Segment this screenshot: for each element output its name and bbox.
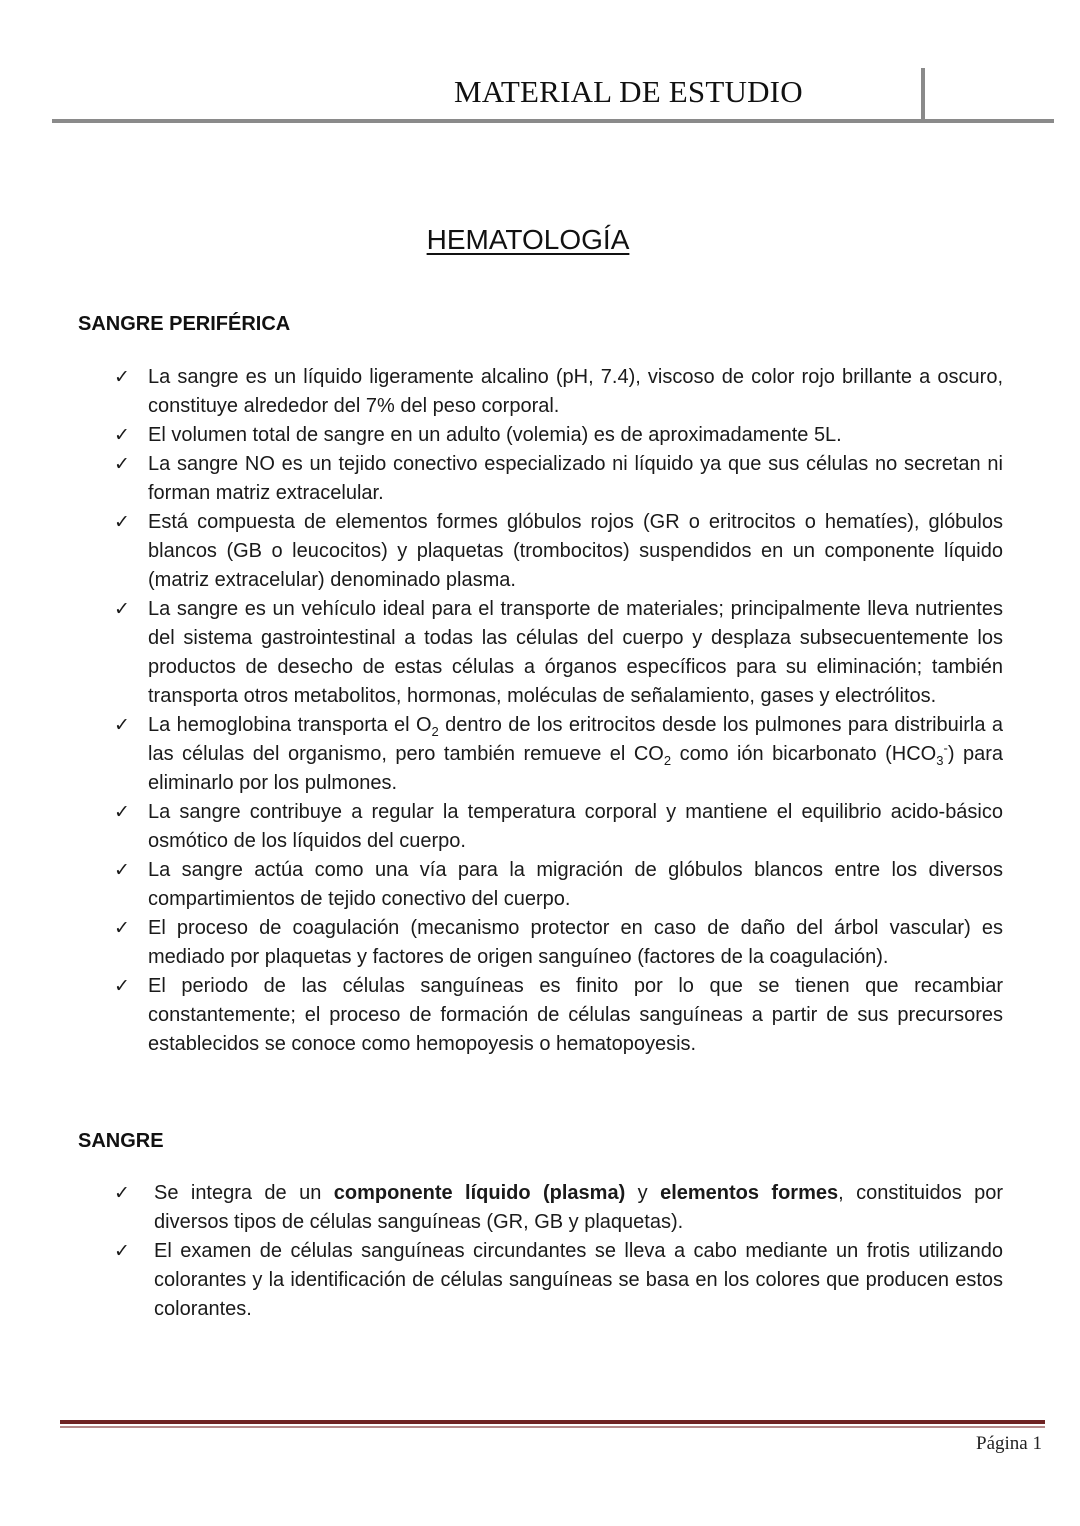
check-icon: ✓ [114,714,130,736]
footer-rule [60,1420,1045,1424]
check-icon: ✓ [114,801,130,823]
header-divider-vertical [921,68,925,122]
list-item: ✓ La sangre contribuye a regular la temperatura corporal y mantiene el equilibrio acido-básico osmótico de los líquidos del cuerpo. [112,798,1003,856]
check-icon: ✓ [114,1240,130,1262]
page-title: HEMATOLOGÍA [426,224,630,255]
list-item: ✓ La sangre es un líquido ligeramente alcalino (pH, 7.4), viscoso de color rojo brillante a oscuro, constituye alrededor del 7% del peso corporal. [112,363,1003,421]
section-sangre-periferica-list [112,363,1003,1059]
list-item: ✓ Está compuesta de elementos formes glóbulos rojos (GR o eritrocitos o hematíes), glóbulos blancos (GB o leucocitos) y plaquetas (trombocitos) suspendidos en un componente líquido (matriz extracelular) denominado plasma. [112,508,1003,595]
page-number: Página 1 [976,1433,1042,1454]
check-icon: ✓ [114,917,130,939]
check-icon: ✓ [114,424,130,446]
header-rule [52,119,1054,123]
list-item: ✓ La sangre actúa como una vía para la migración de glóbulos blancos entre los diversos compartimientos de tejido conectivo del cuerpo. [112,856,1003,914]
section-heading-sangre: SANGRE [78,1130,164,1152]
list-item: ✓ Se integra de un componente líquido (plasma) y elementos formes, constituidos por diversos tipos de células sanguíneas (GR, GB y plaquetas). [112,1179,1003,1237]
footer-rule-secondary [60,1426,1045,1428]
check-icon: ✓ [114,453,130,475]
list-item: ✓ La hemoglobina transporta el $O_2$ dentro de los eritrocitos desde los pulmones para distribuirla a las células del organismo, pero también remueve el $CO_2$ como ión bicarbonato $(HCO_3^-)$ para eliminarlo por los pulmones. [112,711,1003,798]
header-title: MATERIAL DE ESTUDIO [454,74,803,109]
section-heading-sangre-periferica: SANGRE PERIFÉRICA [78,313,291,335]
list-item: ✓ La sangre es un vehículo ideal para el transporte de materiales; principalmente lleva nutrientes del sistema gastrointestinal a todas las células del cuerpo y desplaza subsecuentemente los productos de desecho de estas células a órganos específicos para su eliminación; también transporta otros metabolitos, hormonas, moléculas de señalamiento, gases y electrólitos. [112,595,1003,711]
list-item: ✓ El periodo de las células sanguíneas es finito por lo que se tienen que recambiar constantemente; el proceso de formación de células sanguíneas a partir de sus precursores establecidos se conoce como hemopoyesis o hematopoyesis. [112,972,1003,1059]
list-item: ✓ El volumen total de sangre en un adulto (volemia) es de aproximadamente 5L. [112,421,1003,450]
list-item: ✓ El proceso de coagulación (mecanismo protector en caso de daño del árbol vascular) es mediado por plaquetas y factores de origen sanguíneo (factores de la coagulación). [112,914,1003,972]
check-icon: ✓ [114,1182,130,1204]
check-icon: ✓ [114,859,130,881]
check-icon: ✓ [114,366,130,388]
check-icon: ✓ [114,598,130,620]
check-icon: ✓ [114,511,130,533]
list-item: ✓ La sangre NO es un tejido conectivo especializado ni líquido ya que sus células no secretan ni forman matriz extracelular. [112,450,1003,508]
section-sangre-list [112,1179,1003,1324]
check-icon: ✓ [114,975,130,997]
list-item: ✓ El examen de células sanguíneas circundantes se lleva a cabo mediante un frotis utilizando colorantes y la identificación de células sanguíneas se basa en los colores que producen estos colorantes. [112,1237,1003,1324]
